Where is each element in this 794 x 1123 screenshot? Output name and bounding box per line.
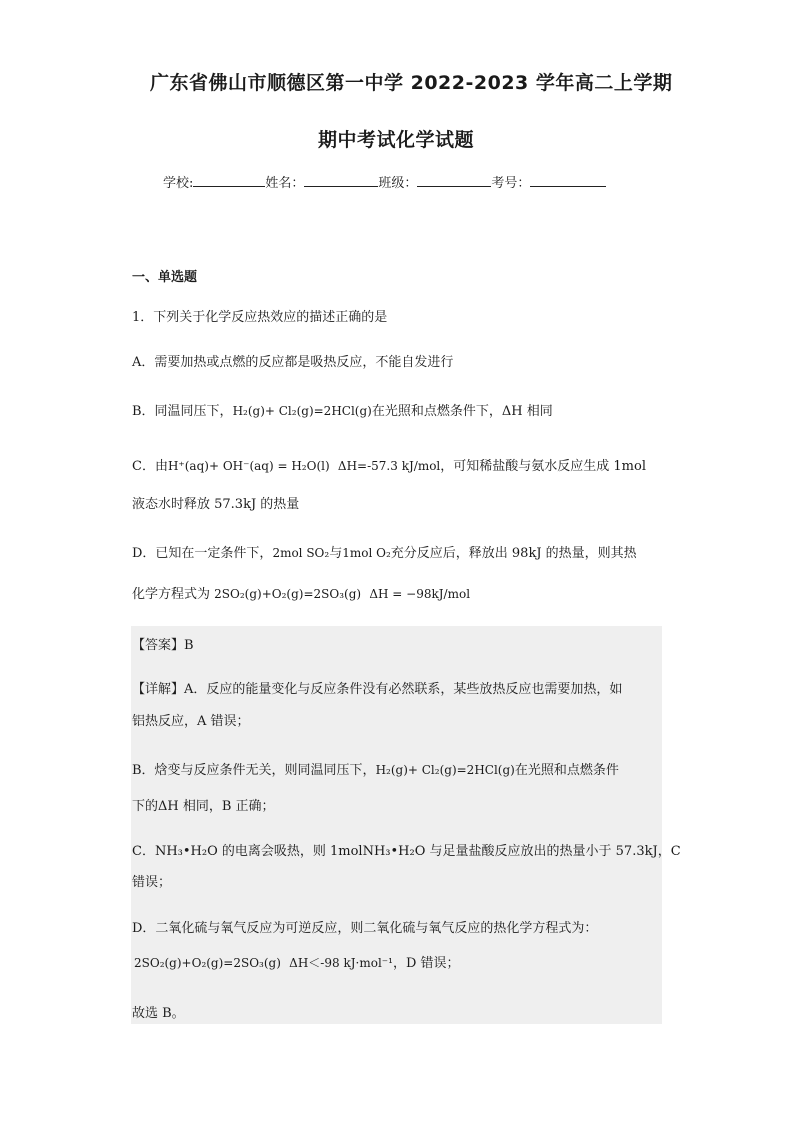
option-c-line-1 (132, 455, 646, 474)
conclusion: 故选 B。 (132, 1006, 185, 1021)
exam-no-label: 考号： (491, 176, 531, 191)
class-blank[interactable] (417, 173, 491, 187)
option-b-suffix: 在光照和点燃条件下，ΔH 相同 (371, 404, 553, 419)
option-a: A．需要加热或点燃的反应都是吸热反应，不能自发进行 (132, 355, 454, 370)
option-c-enthalpy: ΔH=-57.3 kJ/mol (337, 459, 441, 473)
explanation-b-prefix: B．焓变与反应条件无关，则同温同压下， (132, 763, 376, 778)
explanation-a-line-1: 【详解】A．反应的能量变化与反应条件没有必然联系，某些放热反应也需要加热，如 (132, 682, 623, 697)
option-d-and: 与 (329, 546, 343, 561)
exam-no-blank[interactable] (530, 173, 606, 187)
option-d-so2: 2mol SO₂ (272, 546, 330, 560)
option-c-suffix: ，可知稀盐酸与氨水反应生成 1mol (440, 459, 646, 474)
explanation-d-enthalpy: ΔH＜-98 kJ·mol⁻¹ (289, 956, 393, 970)
explanation-b-equation: H₂(g)+ Cl₂(g)=2HCl(g) (375, 763, 515, 777)
option-c-prefix: C．由 (132, 459, 168, 474)
option-b (132, 400, 553, 419)
option-b-equation: H₂(g)+ Cl₂(g)=2HCl(g) (232, 404, 372, 418)
option-d-line-2 (132, 583, 470, 602)
answer-label: 【答案】B (132, 638, 194, 653)
option-c-equation: H⁺(aq)+ OH⁻(aq) = H₂O(l) (167, 459, 330, 473)
explanation-d-line-1: D．二氧化硫与氧气反应为可逆反应，则二氧化硫与氧气反应的热化学方程式为： (132, 921, 598, 936)
explanation-a-line-2: 铝热反应，A 错误； (132, 714, 250, 729)
name-label: 姓名： (265, 176, 305, 191)
option-b-prefix: B．同温同压下， (132, 404, 233, 419)
option-c-line-2: 液态水时释放 57.3kJ 的热量 (132, 497, 300, 512)
name-blank[interactable] (304, 173, 378, 187)
explanation-c-line-1: C．NH₃•H₂O 的电离会吸热，则 1molNH₃•H₂O 与足量盐酸反应放出的热量小于 57.3kJ，C (132, 844, 681, 859)
option-d-equation: 2SO₂(g)+O₂(g)=2SO₃(g) (214, 587, 362, 601)
option-d-prefix: D．已知在一定条件下， (132, 546, 273, 561)
class-label: 班级： (378, 176, 418, 191)
title-line-1: 广东省佛山市顺德区第一中学 2022-2023 学年高二上学期 (150, 72, 673, 94)
explanation-d-line-2 (134, 952, 460, 971)
option-d-line-1 (132, 542, 637, 561)
explanation-c-line-2: 错误； (132, 875, 172, 890)
explanation-d-suffix: ，D 错误； (392, 956, 460, 971)
explanation-b-suffix: 在光照和点燃条件 (514, 763, 619, 778)
explanation-b-line-1 (132, 759, 619, 778)
title-line-2: 期中考试化学试题 (318, 129, 475, 151)
explanation-d-equation: 2SO₂(g)+O₂(g)=2SO₃(g) (134, 956, 281, 970)
school-blank[interactable] (193, 173, 265, 187)
section-heading: 一、单选题 (132, 270, 198, 285)
question-stem: 1．下列关于化学反应热效应的描述正确的是 (132, 310, 388, 325)
option-d-suffix: 充分反应后，释放出 98kJ 的热量，则其热 (390, 546, 637, 561)
option-d-enthalpy: ΔH = −98kJ/mol (369, 587, 471, 601)
explanation-b-line-2: 下的ΔH 相同，B 正确； (132, 799, 275, 814)
option-d-line-2-prefix: 化学方程式为 (132, 587, 211, 602)
student-info-row (163, 172, 606, 191)
school-label: 学校: (163, 176, 194, 191)
option-d-o2: 1mol O₂ (342, 546, 391, 560)
